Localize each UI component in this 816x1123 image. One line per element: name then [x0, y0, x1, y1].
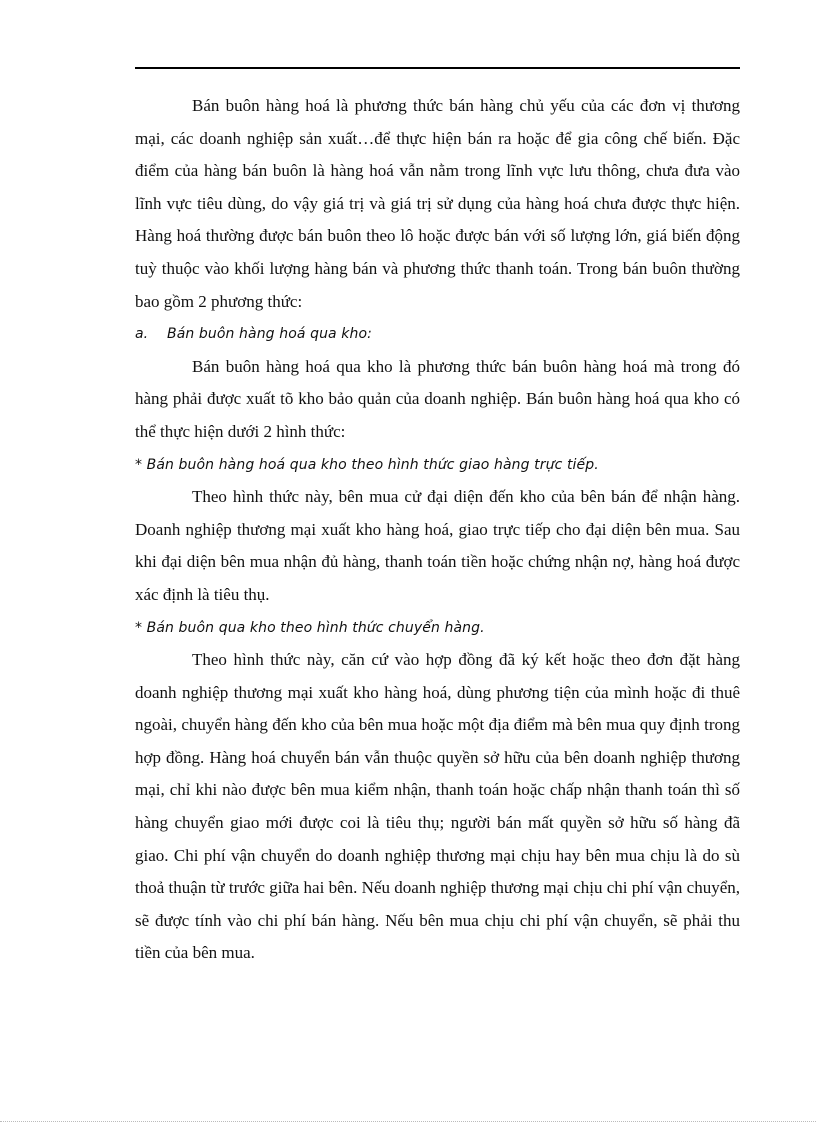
- document-body: [135, 90, 740, 970]
- paragraph-intro: Bán buôn hàng hoá là phương thức bán hàng chủ yếu của các đơn vị thương mại, các doanh nghiệp sản xuất…để thực hiện bán ra hoặc để gia công chế biến. Đặc điểm của hàng bán buôn là hàng hoá vẫn nằm trong lĩnh vực lưu thông, chưa đưa vào lĩnh vực tiêu dùng, do vậy giá trị và giá trị sử dụng của hàng hoá chưa được thực hiện. Hàng hoá thường được bán buôn theo lô hoặc được bán với số lượng lớn, giá biến động tuỳ thuộc vào khối lượng hàng bán và phương thức thanh toán. Trong bán buôn thường bao gồm 2 phương thức:: [135, 96, 740, 311]
- paragraph-warehouse: Bán buôn hàng hoá qua kho là phương thức bán buôn hàng hoá mà trong đó hàng phải được xuất tõ kho bảo quản của doanh nghiệp. Bán buôn hàng hoá qua kho có thể thực hiện dưới 2 hình thức:: [135, 356, 740, 441]
- heading-a: [135, 318, 740, 351]
- heading-shipping: * Bán buôn qua kho theo hình thức chuyển hàng.: [135, 619, 485, 636]
- bottom-rule: [0, 1121, 816, 1122]
- paragraph-shipping: Theo hình thức này, căn cứ vào hợp đồng đã ký kết hoặc theo đơn đặt hàng doanh nghiệp thương mại xuất kho hàng hoá, dùng phương tiện của mình hoặc đi thuê ngoài, chuyển hàng đến kho của bên mua hoặc một địa điểm mà bên mua quy định trong hợp đồng. Hàng hoá chuyển bán vẫn thuộc quyền sở hữu của bên doanh nghiệp thương mại, chỉ khi nào được bên mua kiểm nhận, thanh toán hoặc chấp nhận thanh toán thì số hàng chuyển giao mới được coi là tiêu thụ; người bán mất quyền sở hữu số hàng đã giao. Chi phí vận chuyển do doanh nghiệp thương mại chịu hay bên mua chịu là do sù thoả thuận từ trước giữa hai bên. Nếu doanh nghiệp thương mại chịu chi phí vận chuyển, sẽ được tính vào chi phí bán hàng. Nếu bên mua chịu chi phí vận chuyển, sẽ phải thu tiền của bên mua.: [135, 650, 740, 963]
- heading-a-text: Bán buôn hàng hoá qua kho:: [167, 326, 372, 343]
- header-rule: [135, 67, 740, 69]
- heading-direct-delivery: * Bán buôn hàng hoá qua kho theo hình thức giao hàng trực tiếp.: [135, 456, 599, 473]
- heading-a-marker: a.: [135, 326, 149, 343]
- paragraph-direct-delivery: Theo hình thức này, bên mua cử đại diện đến kho của bên bán để nhận hàng. Doanh nghiệp thương mại xuất kho hàng hoá, giao trực tiếp cho đại diện bên mua. Sau khi đại diện bên mua nhận đủ hàng, thanh toán tiền hoặc chứng nhận nợ, hàng hoá được xác định là tiêu thụ.: [135, 487, 740, 604]
